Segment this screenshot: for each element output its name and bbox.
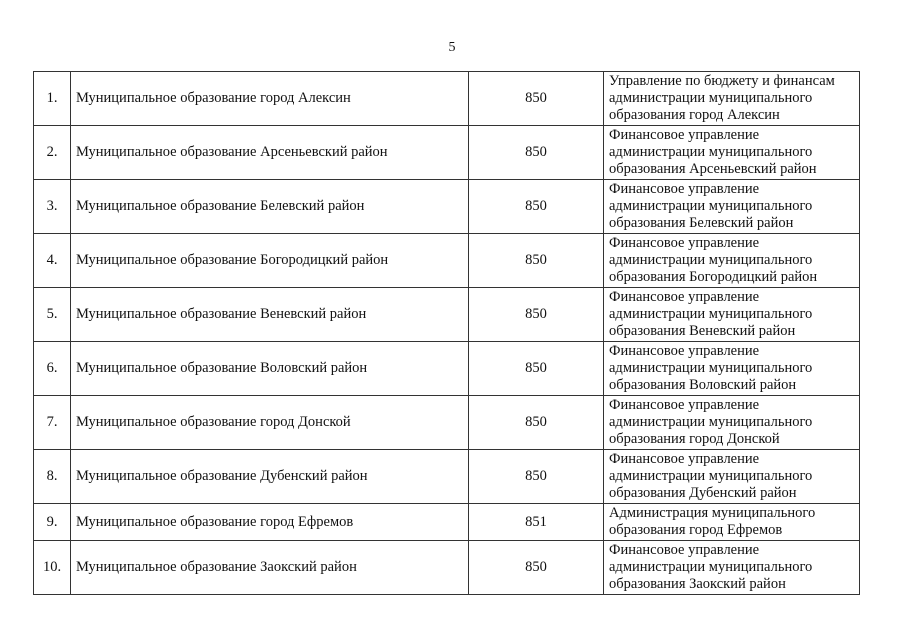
table-row [34, 180, 860, 234]
municipality-name-cell: Муниципальное образование Веневский район [71, 288, 469, 342]
row-number-cell: 10. [34, 541, 71, 595]
municipality-name-cell: Муниципальное образование Богородицкий район [71, 234, 469, 288]
finance-body-cell [604, 288, 860, 342]
finance-body-cell [604, 450, 860, 504]
table-row [34, 450, 860, 504]
finance-body-line: Администрация муниципального [609, 505, 816, 521]
finance-body-cell [604, 396, 860, 450]
finance-body-cell [604, 342, 860, 396]
finance-body-line: Финансовое управление [609, 397, 760, 413]
page-number: 5 [448, 40, 456, 55]
finance-body-line: образования Богородицкий район [609, 269, 818, 285]
row-number-cell: 5. [34, 288, 71, 342]
municipality-name-cell: Муниципальное образование город Ефремов [71, 504, 469, 541]
finance-body-line: администрации муниципального [609, 414, 813, 430]
row-number-cell: 8. [34, 450, 71, 504]
finance-body-line: Финансовое управление [609, 451, 760, 467]
code-cell: 850 [469, 396, 604, 450]
finance-body-line: образования город Донской [609, 431, 780, 447]
table-row [34, 504, 860, 541]
table-row [34, 72, 860, 126]
municipal-table [33, 71, 860, 595]
finance-body-line: администрации муниципального [609, 468, 813, 484]
row-number-cell: 4. [34, 234, 71, 288]
finance-body-line: Управление по бюджету и финансам [609, 73, 835, 89]
finance-body-line: образования город Ефремов [609, 522, 783, 538]
code-cell: 850 [469, 342, 604, 396]
finance-body-line: образования Воловский район [609, 377, 797, 393]
row-number-cell: 7. [34, 396, 71, 450]
code-cell: 850 [469, 72, 604, 126]
finance-body-line: администрации муниципального [609, 360, 813, 376]
table-body [34, 72, 860, 595]
code-cell: 850 [469, 126, 604, 180]
finance-body-line: Финансовое управление [609, 181, 760, 197]
code-cell: 851 [469, 504, 604, 541]
finance-body-line: администрации муниципального [609, 90, 813, 106]
table-row [34, 396, 860, 450]
finance-body-line: Финансовое управление [609, 127, 760, 143]
code-cell: 850 [469, 234, 604, 288]
finance-body-cell [604, 504, 860, 541]
code-cell: 850 [469, 180, 604, 234]
table-row [34, 541, 860, 595]
finance-body-line: Финансовое управление [609, 542, 760, 558]
finance-body-line: образования Заокский район [609, 576, 786, 592]
table-row [34, 234, 860, 288]
municipality-name-cell: Муниципальное образование Воловский район [71, 342, 469, 396]
municipality-name-cell: Муниципальное образование Арсеньевский район [71, 126, 469, 180]
code-cell: 850 [469, 541, 604, 595]
finance-body-line: администрации муниципального [609, 144, 813, 160]
row-number-cell: 1. [34, 72, 71, 126]
finance-body-line: Финансовое управление [609, 235, 760, 251]
finance-body-line: Финансовое управление [609, 289, 760, 305]
finance-body-line: образования Веневский район [609, 323, 796, 339]
finance-body-cell [604, 126, 860, 180]
finance-body-line: образования Арсеньевский район [609, 161, 817, 177]
table-row [34, 342, 860, 396]
code-cell: 850 [469, 288, 604, 342]
municipality-name-cell: Муниципальное образование Белевский район [71, 180, 469, 234]
row-number-cell: 6. [34, 342, 71, 396]
municipality-name-cell: Муниципальное образование Заокский район [71, 541, 469, 595]
finance-body-cell [604, 541, 860, 595]
table-row [34, 288, 860, 342]
finance-body-cell [604, 234, 860, 288]
finance-body-cell [604, 72, 860, 126]
finance-body-line: администрации муниципального [609, 306, 813, 322]
finance-body-line: образования город Алексин [609, 107, 780, 123]
row-number-cell: 2. [34, 126, 71, 180]
finance-body-cell [604, 180, 860, 234]
code-cell: 850 [469, 450, 604, 504]
finance-body-line: Финансовое управление [609, 343, 760, 359]
municipality-name-cell: Муниципальное образование город Донской [71, 396, 469, 450]
finance-body-line: администрации муниципального [609, 559, 813, 575]
municipality-name-cell: Муниципальное образование Дубенский район [71, 450, 469, 504]
finance-body-line: администрации муниципального [609, 252, 813, 268]
table-row [34, 126, 860, 180]
finance-body-line: образования Дубенский район [609, 485, 797, 501]
finance-body-line: образования Белевский район [609, 215, 794, 231]
row-number-cell: 9. [34, 504, 71, 541]
municipality-name-cell: Муниципальное образование город Алексин [71, 72, 469, 126]
finance-body-line: администрации муниципального [609, 198, 813, 214]
row-number-cell: 3. [34, 180, 71, 234]
